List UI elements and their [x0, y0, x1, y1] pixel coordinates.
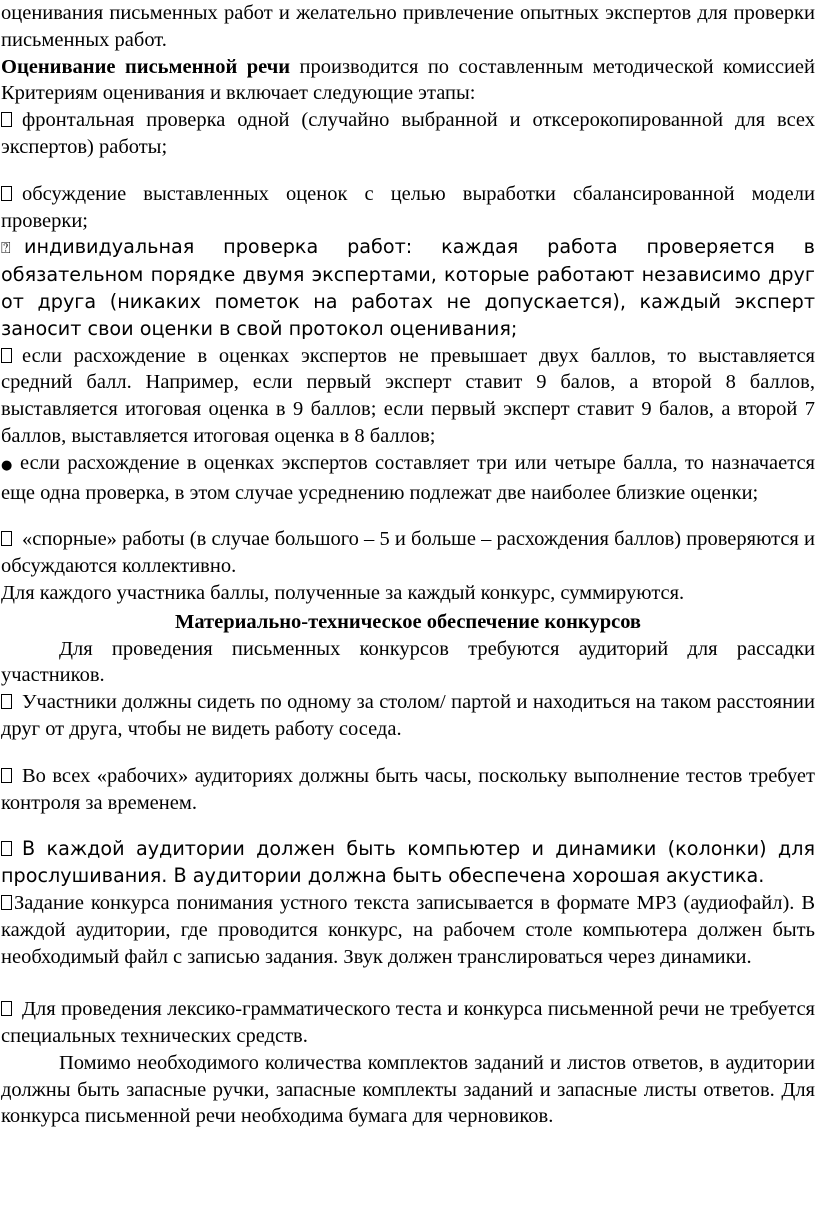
missing-glyph-icon [1, 895, 12, 910]
stage-item-individual-check [1, 234, 815, 342]
stage-item-third-check [1, 450, 815, 507]
stage-text: если расхождение в оценках экспертов составляет три или четыре балла, то назначается еще одна проверка, в этом случае усреднению подлежат две наиболее близкие оценки; [1, 451, 815, 504]
bold-term: Оценивание письменной речи [1, 55, 291, 78]
paragraph-spare-materials: Помимо необходимого количества комплектов заданий и листов ответов, в аудитории должны быть запасные ручки, запасные комплекты заданий и запасные листы ответов. Для конкурса письменной речи необходима бумага для черновиков. [1, 1051, 815, 1128]
unknown-glyph-icon: ⍰ [1, 238, 11, 258]
paragraph-intro-end: оценивания письменных работ и желательно привлечение опытных экспертов для проверки письменных работ. [1, 2, 815, 51]
stage-item-frontal-check [1, 107, 815, 161]
stage-item-average-score [1, 343, 815, 450]
requirement-item-audio-file [1, 890, 815, 970]
requirement-item-no-equipment [1, 996, 815, 1050]
paragraph-score-sum: Для каждого участника баллы, полученные за каждый конкурс, суммируются. [1, 581, 685, 604]
missing-glyph-icon [1, 694, 12, 709]
paragraph-text: производится по составленным методической комиссией Критериям оценивания и включает следующие этапы: [1, 55, 815, 105]
requirement-text: Во всех «рабочих» аудиториях должны быть часы, поскольку выполнение тестов требует контроля за временем. [1, 764, 815, 814]
missing-glyph-icon [1, 768, 12, 783]
missing-glyph-icon [1, 531, 12, 546]
missing-glyph-icon [1, 186, 12, 201]
missing-glyph-icon [1, 1001, 12, 1016]
missing-glyph-icon [1, 348, 12, 363]
bullet-icon: ● [1, 457, 13, 473]
stage-text: если расхождение в оценках экспертов не превышает двух баллов, то выставляется средний балл. Например, если первый эксперт ставит 9 балов, а второй 8 баллов, выставляется итоговая оценка в 9 баллов; если первый эксперт ставит 9 балов, а второй 7 баллов, выставляется итоговая оценка в 8 баллов; [1, 344, 815, 447]
stage-text: обсуждение выставленных оценок с целью выработки сбалансированной модели проверки; [1, 182, 815, 232]
stage-item-discussion [1, 181, 815, 235]
requirement-text: В каждой аудитории должен быть компьютер и динамики (колонки) для прослушивания. В аудитории должна быть обеспечена хорошая акустика. [1, 837, 815, 888]
stage-item-disputed-works [1, 526, 815, 580]
requirement-text: Для проведения лексико-грамматического теста и конкурса письменной речи не требуется специальных технических средств. [1, 998, 815, 1048]
section-heading: Материально-техническое обеспечение конкурсов [174, 610, 642, 633]
requirement-item-clocks [1, 763, 815, 817]
paragraph-writing-assessment [1, 54, 815, 108]
requirement-item-seating [1, 689, 815, 743]
stage-text: фронтальная проверка одной (случайно выбранной и отксерокопированной для всех экспертов) работы; [1, 109, 815, 158]
missing-glyph-icon [1, 841, 12, 856]
paragraph-classrooms: Для проведения письменных конкурсов требуются аудиторий для рассадки участников. [1, 637, 815, 687]
stage-text: «спорные» работы (в случае большого – 5 и больше – расхождения баллов) проверяются и обсуждаются коллективно. [1, 528, 815, 578]
requirement-text: Задание конкурса понимания устного текста записывается в формате МР3 (аудиофайл). В каждой аудитории, где проводится конкурс, на рабочем столе компьютера должен быть необходимый файл с записью задания. Звук должен транслироваться через динамики. [1, 891, 815, 968]
missing-glyph-icon [1, 112, 12, 127]
requirement-item-computer [1, 836, 815, 890]
requirement-text: Участники должны сидеть по одному за столом/ партой и находиться на таком расстоянии друг от друга, чтобы не видеть работу соседа. [1, 691, 815, 740]
stage-text: индивидуальная проверка работ: каждая работа проверяется в обязательном порядке двумя экспертами, которые работают независимо друг от друга (никаких пометок на работах не допускается), каждый эксперт заносит свои оценки в свой протокол оценивания; [1, 235, 815, 340]
